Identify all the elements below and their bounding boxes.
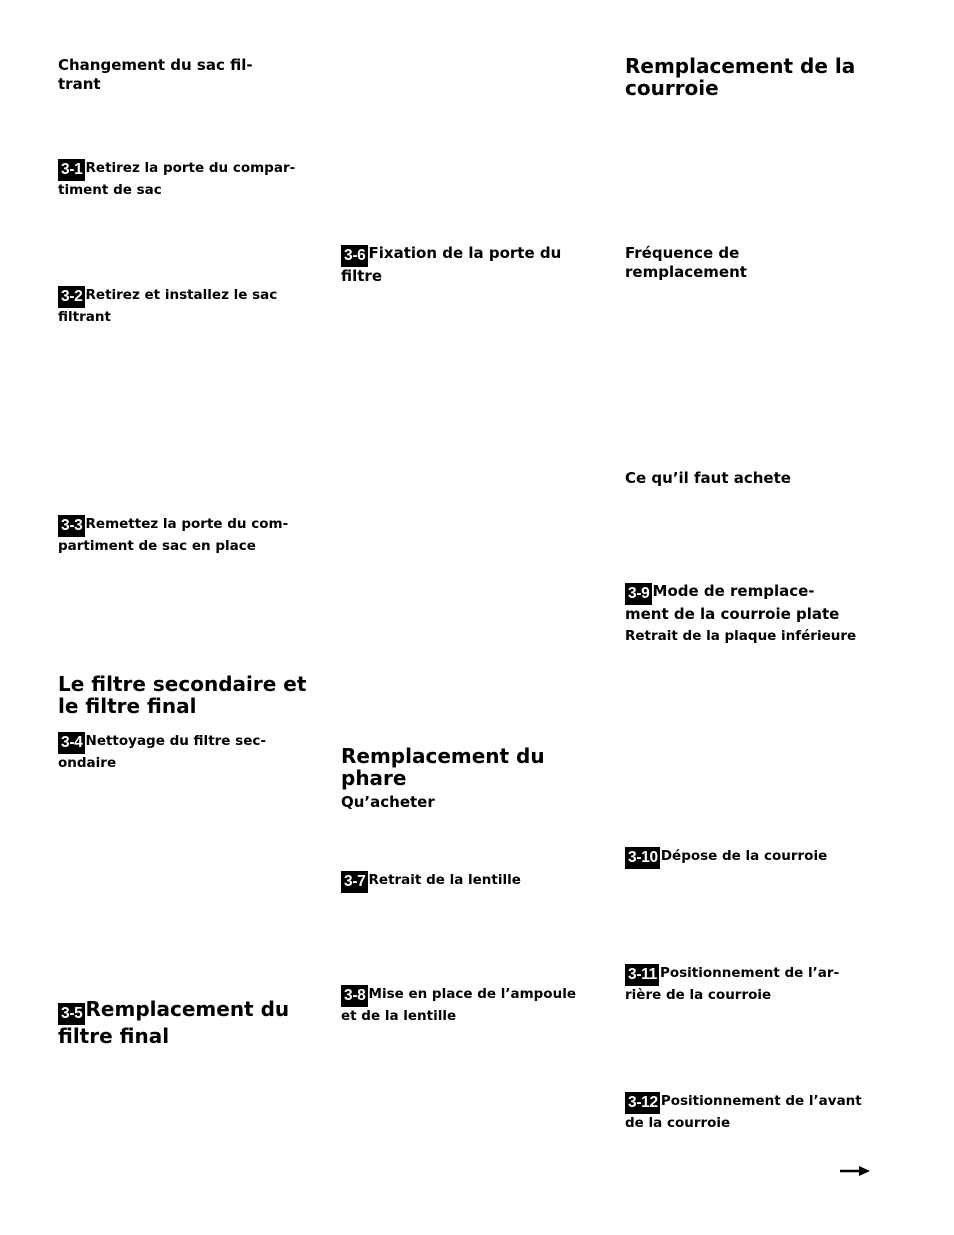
step-badge: 3-12 xyxy=(625,1092,660,1114)
step-3-1: 3-1 Retirez la porte du compar- timent de sac xyxy=(58,160,296,198)
step-3-6: 3-6 Fixation de la porte du filtre xyxy=(341,244,562,285)
step-3-3: 3-3 Remettez la porte du com- partiment de sac en place xyxy=(58,516,289,554)
step-badge: 3-9 xyxy=(625,583,652,605)
bag-change-heading: Changement du sac fil- trant xyxy=(58,56,253,93)
step-3-7: 3-7 Retrait de la lentille xyxy=(341,871,521,893)
what-to-buy-heading: Ce qu’il faut achete xyxy=(625,469,791,487)
step-3-11: 3-11 Positionnement de l’ar- rière de la courroie xyxy=(625,965,840,1003)
belt-heading: Remplacement de la courroie xyxy=(625,54,856,100)
step-3-9: 3-9 Mode de remplace- ment de la courroie plate Retrait de la plaque inférieure xyxy=(625,582,856,648)
right-arrow-icon xyxy=(839,1161,871,1181)
frequency-heading: Fréquence de remplacement xyxy=(625,244,747,281)
step-badge: 3-11 xyxy=(625,964,659,986)
step-badge: 3-7 xyxy=(341,871,368,893)
step-3-8: 3-8 Mise en place de l’ampoule et de la lentille xyxy=(341,986,576,1024)
step-badge: 3-2 xyxy=(58,286,85,308)
step-badge: 3-8 xyxy=(341,985,368,1007)
step-badge: 3-3 xyxy=(58,515,85,537)
step-3-9-subtitle: Retrait de la plaque inférieure xyxy=(625,628,857,644)
headlight-heading: Remplacement du phare xyxy=(341,744,545,790)
step-3-10: 3-10 Dépose de la courroie xyxy=(625,847,827,869)
step-badge: 3-1 xyxy=(58,159,85,181)
step-badge: 3-6 xyxy=(341,245,368,267)
step-badge: 3-10 xyxy=(625,847,660,869)
filters-heading: Le filtre secondaire et le filtre final xyxy=(58,672,307,718)
step-3-2: 3-2 Retirez et installez le sac filtrant xyxy=(58,287,278,325)
step-badge: 3-4 xyxy=(58,732,85,754)
step-3-12: 3-12 Positionnement de l’avant de la courroie xyxy=(625,1093,862,1131)
step-3-5: 3-5 Remplacement du filtre final xyxy=(58,997,290,1048)
what-to-buy-label: Qu’acheter xyxy=(341,793,435,811)
step-badge: 3-5 xyxy=(58,1003,85,1025)
step-3-4: 3-4 Nettoyage du filtre sec- ondaire xyxy=(58,733,266,771)
